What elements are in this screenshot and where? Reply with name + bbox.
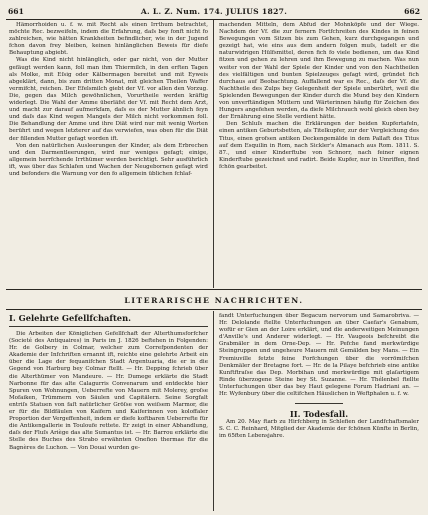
- page-number-left: 661: [8, 7, 24, 16]
- separator-rule: [295, 403, 343, 404]
- paragraph: Von den natürlichen Ausleerungen der Kinder, als dem Erbrechen und den Darmentleerungen, wird nur weniges gefagt; einige, allgemein herrfchende Irrthümer werden berichtigt. Sehr ausführlich ift, was über das Schlafen und Wachen der Neugebornen gefagt wird und befonders die Warnung vor den fo allgemein üblichen fchlaf-: [9, 142, 208, 177]
- page-header: [8, 7, 420, 19]
- section-banner: LITERARISCHE NACHRICHTEN.: [124, 296, 304, 305]
- journal-title: A. L. Z. Num. 174. JULIUS 1827.: [140, 7, 288, 16]
- paragraph: Am 20. May ftarb zu Hirfchberg in Schlefien der Landfchaftsmaler S. C. C. Reinhard, Mitglied der Akademie der fchönen Künfte in Berlin, im 65ften Lebensjahre.: [219, 419, 419, 440]
- section-rule-upper: [6, 289, 422, 290]
- paragraph: Was die Kind nicht hinlänglich, oder gar nicht, von der Mutter gefäugt werden kann, foll man ihm Thiermilch, in den erften Tagen als Molke, mit Eſsig oder Kälbermagen bereitet und mit Eyweis abgeklärt, dann, bis zum dritten Monat, mit gleichen Theilen Waffer vermifcht, reichen. Der Efelsmilch giebt der Vf. vor allen den Vorzug. Die, gegen das Milch gewöhnlichen, Vorurtheile werden kräftig widerlegt. Die Wahl der Amme überläfst der Vf. mit Recht dem Arzt, und macht zur darauf aufmerkfam, daſs es der Mutter ähnlich feyn und daſs das Kind wegen Mangels der Milch nicht vorkommen foll. Die Behandlung der Amme und ihre Diät wird nur mit wenig Worten berührt und wegen letzterer auf das verwiefen, was oben für die Diät der fillenden Mutter gefagt worden ift.: [9, 57, 208, 142]
- header-rule: [6, 19, 422, 20]
- page-number-right: 662: [404, 7, 420, 16]
- paragraph: Den Schluſs machen die Erklärungen der beiden Kupfertafeln, einen antiken Geburtsbetten, als Titelkupfer, zur der Vergleichung des Titus, einen grofsen antiken Deckengemälde in dem Pallaft des Titus auf dem Esquilin in Rom, nach Sickler's Almanach aus Rom. 1811. S. 87., und einer Kinderftube von Schnorr, nach feiner eignen Kinderftube gezeichnet und radirt. Beide Kupfer, nur in Umriffen, find fchön gearbeitet.: [219, 121, 419, 170]
- column-divider-bottom: [213, 311, 214, 511]
- paragraph: Hämorrhoiden u. f. w. mit Recht als einen Irrthum betrachtet, möchte Rec. bezweifeln, indem die Erfahrung, daſs bey fonft nicht fo zahlreichen, wie hätten Krankheiten befindlicher, wie in der Jugend fchon davon frey bleiben, keinen hinlänglichen Beweis für diefe Behauptung abgiebt.: [9, 22, 208, 57]
- section-heading-obituary: II. Todesfall.: [289, 409, 349, 420]
- lower-left-column: [9, 313, 208, 510]
- heading-rule: [9, 326, 208, 327]
- paragraph: fandt Unterfuchungen über Begacum nervorum und Samarobriva. — Hr. Delolande ftellte Unterfuchungen an über Caefar's Genabum, wofür er Gien an der Loire erklärt, und die anderweitigen Meinungen d'Anville's und Anderer widerlegt. — Hr. Vaugeois befchreibt die Grabmäler in dem Orne-Dep. — Hr. Pefche fand merkwürdige Steingruppen und ungeheure Mauern mit Gemälden bey Mans. — Ein Fremiuville fetzte feine Forfchungen über die vorrömifchen Denkmäler der Bretagne fort. — Hr. de la Pilaye befchrieb eine antike Kunftftraſse das Dep. Morbihan und merkwürdige mit glaſartigem Rinde überzogene Steine bey St. Suzanne. — Hr. Thélenbel ftellte Unterfuchungen über das bey Haut gelegene Forum Hadriani an. — Hr. Wyfenbury über die celtifchen Häuslichen in Weftphalen u. f. w.: [219, 313, 419, 398]
- section-heading-societies: I. Gelehrte Gefellfchaften.: [9, 313, 132, 323]
- paragraph: Die Arbeiten der Königlichen Gefellfchaft der Alterthumsforfcher (Societé des Antiquaires) in Paris im J. 1826 beftehen in Folgenden: Hr. de Golbery in Colmar, welcher zum Correfpondenten der Akademie der Infchriften ernannt ift, reichte eine gelehrte Arbeit ein über die Lage der fequanifchen Stadt Argentuaria, die er in die Gegend von Harburg bey Colmar ftellt. — Hr. Depping fchrieb über die Alterthümer von Mandeure. — Hr. Dumege erklärte die Stadt Narbonne für das alte Calagurris Convenarum und entdeckte hier Spuren von Wohnungen, Ueberrefte von Mauern mit Molerey, groſse Mofaiken, Trümmern von Säulen und Capitälern. Seine Sorgfalt entriſs Statuen von faſt natürlicher Gröſse von weiſsem Marmor, die er für die Bildfäulen von Kaifern und Kaiferinnen von koloffaler Proportion der Vergeffenheit, indem er diefe koftbaren Ueberrefte für die Antikengallerie in Touloufe rettete. Er zeigt in einer Abhandlung, daſs der Fluſs Ariège das alte Sumantus ist. — Hr. Barrou erklärte die Stelle des Buches des Strabo erwähnten Onefion thermae für die Bagnères de Luchon. — Von Douai wurden ge-: [9, 331, 208, 451]
- column-divider-top: [213, 20, 214, 288]
- lower-right-column: [219, 313, 419, 510]
- top-right-column: [219, 22, 419, 287]
- paragraph: machenden Mitteln, dem Abfud der Mohnköpfe und der Wiege. Nachdem der Vf. die zur fernern Fortfchreiten des Kindes in feinen Bewegungen vom Sitzen bis zum Gehen, kurz durchgegangen und gezeigt hat, wie eins aus dem andern folgen muſs, tadelt er die naturwidrigen Hülfsmittel, deren fich fo viele bedienen, um das Kind fitzen und gehen zu lehren und ihm Bewegung zu machen. Was nun weiter von der Wahl der Spiele der Kinder und von den Nachtheilen des vielfältigen und bunten Spielzeuges gefagt wird, gründet fich durchaus auf Beobachtung. Auffallend war es Rec., daſs der Vf. die Nachtheile des Zulps bey Gelegenheit der Spiele unberührt, weil die Spielenden Bewegungen der Kinder durch die Mund bey den Kindern von unverftändigen Müttern und Wärterinnen häufig für Zeichen des Hungers angefehen werden, da diefe Milchrauch wohl gleich oben bey der Ernährung eine Stelle verdient hätte.: [219, 22, 419, 121]
- top-left-column: [9, 22, 208, 287]
- section-rule-lower: [6, 309, 422, 310]
